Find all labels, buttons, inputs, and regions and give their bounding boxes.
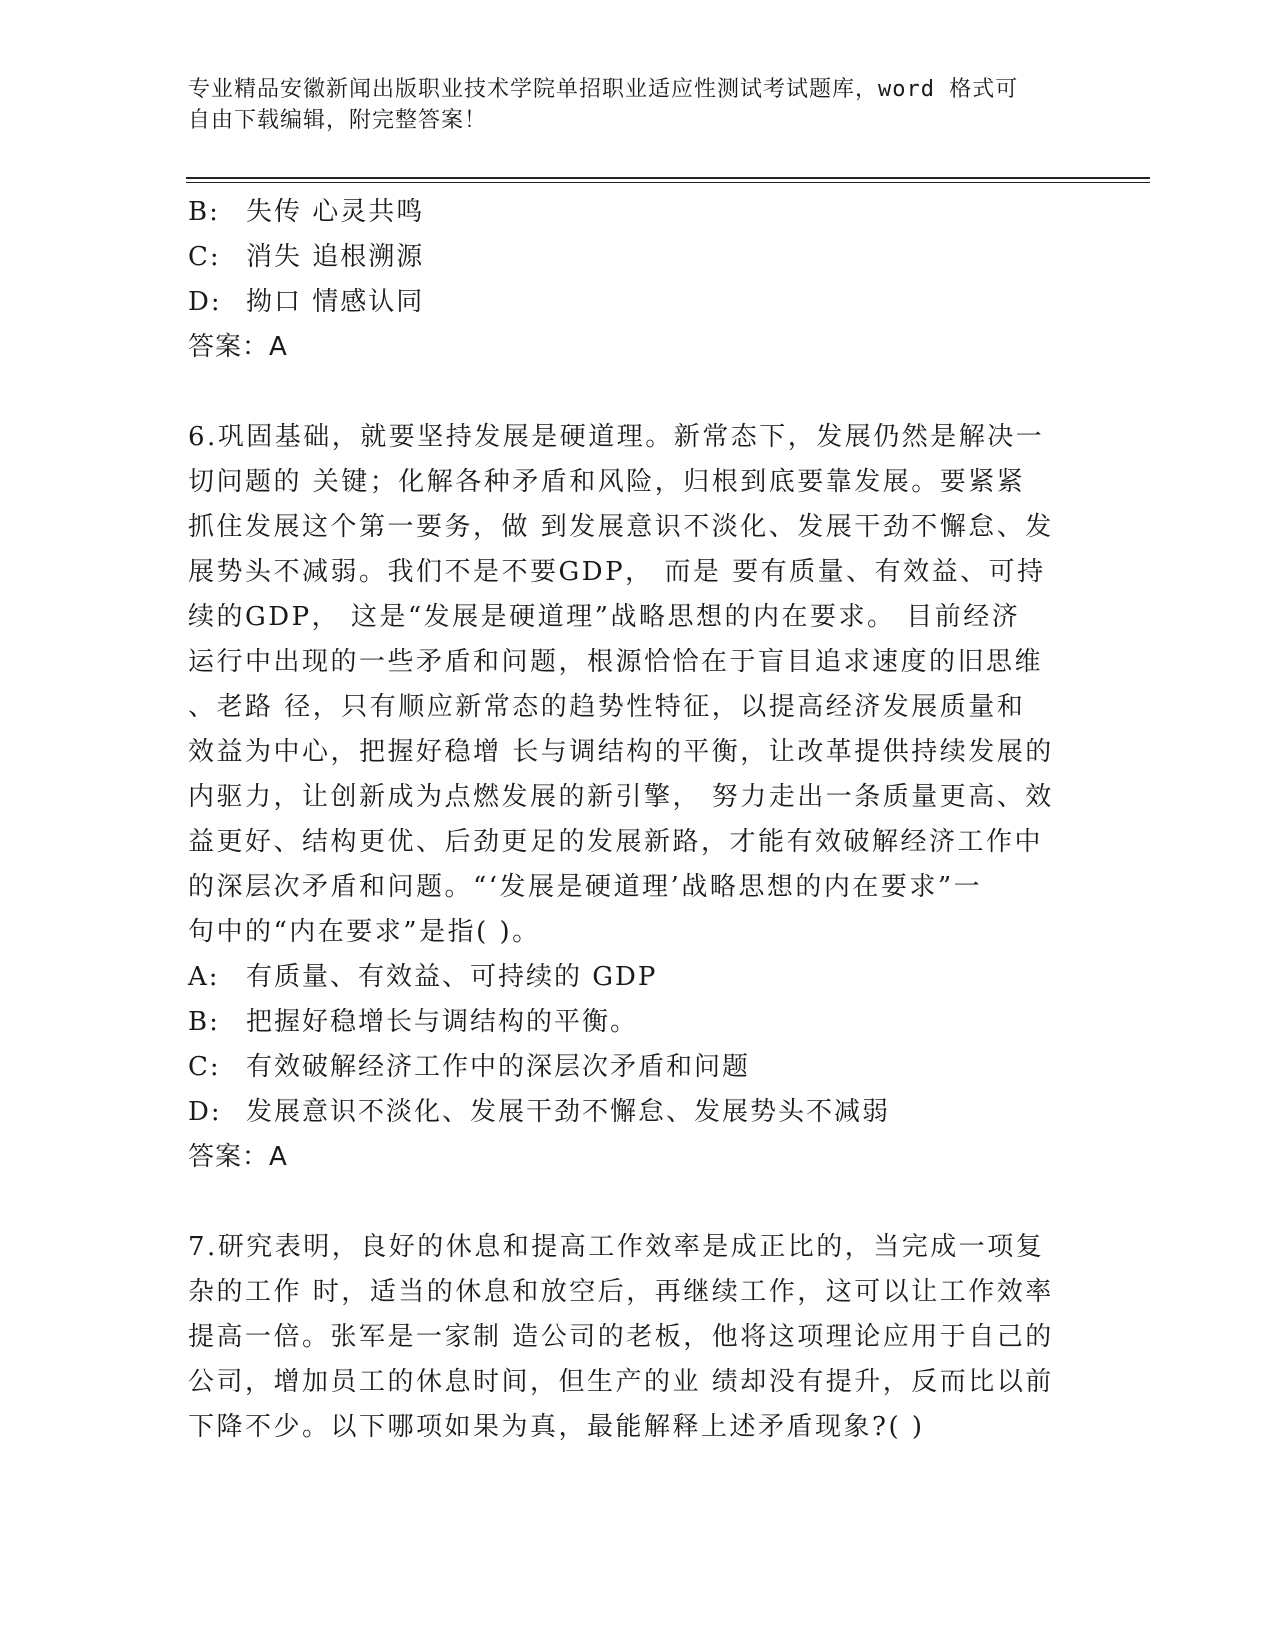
option-c: C: 消失 追根溯源 bbox=[188, 242, 425, 272]
question-line: 下降不少。以下哪项如果为真，最能解释上述矛盾现象?( ) bbox=[188, 1412, 925, 1442]
question-line: 抓住发展这个第一要务，做 到发展意识不淡化、发展干劲不懈怠、发 bbox=[188, 512, 1054, 542]
question-line: 益更好、结构更优、后劲更足的发展新路，才能有效破解经济工作中 bbox=[188, 827, 1044, 857]
answer-label: 答案：A bbox=[188, 1142, 288, 1172]
question-line: 6.巩固基础，就要坚持发展是硬道理。新常态下，发展仍然是解决一 bbox=[188, 422, 1045, 452]
option-d: D: 发展意识不淡化、发展干劲不懈怠、发展势头不减弱 bbox=[188, 1097, 891, 1127]
option-c: C: 有效破解经济工作中的深层次矛盾和问题 bbox=[188, 1052, 751, 1082]
option-b: B: 把握好稳增长与调结构的平衡。 bbox=[188, 1007, 639, 1037]
option-d: D: 拗口 情感认同 bbox=[188, 287, 425, 317]
question-line: 展势头不减弱。我们不是不要GDP， 而是 要有质量、有效益、可持 bbox=[188, 557, 1046, 587]
question-line: 切问题的 关键；化解各种矛盾和风险，归根到底要靠发展。要紧紧 bbox=[188, 467, 1026, 497]
question-line: 内驱力，让创新成为点燃发展的新引擎， 努力走出一条质量更高、效 bbox=[188, 782, 1054, 812]
question-line: 的深层次矛盾和问题。“‘发展是硬道理’战略思想的内在要求”一 bbox=[188, 872, 983, 902]
page-header bbox=[188, 74, 1068, 136]
question-line: 句中的“内在要求”是指( )。 bbox=[188, 917, 541, 947]
header-rule-thin bbox=[186, 182, 1150, 183]
question-line: 公司，增加员工的休息时间，但生产的业 绩却没有提升，反而比以前 bbox=[188, 1367, 1054, 1397]
question-7 bbox=[188, 1225, 1078, 1450]
option-b: B: 失传 心灵共鸣 bbox=[188, 197, 425, 227]
question-line: 效益为中心，把握好稳增 长与调结构的平衡，让改革提供持续发展的 bbox=[188, 737, 1054, 767]
question-line: 杂的工作 时，适当的休息和放空后，再继续工作，这可以让工作效率 bbox=[188, 1277, 1054, 1307]
question-line: 运行中出现的一些矛盾和问题，根源恰恰在于盲目追求速度的旧思维 bbox=[188, 647, 1044, 677]
header-rule-thick bbox=[186, 177, 1150, 179]
question-line: 7.研究表明，良好的休息和提高工作效率是成正比的，当完成一项复 bbox=[188, 1232, 1045, 1262]
question-5-tail bbox=[188, 190, 1078, 370]
document-body bbox=[188, 190, 1078, 1450]
question-line: 续的GDP， 这是“发展是硬道理”战略思想的内在要求。 目前经济 bbox=[188, 602, 1021, 632]
spacer bbox=[188, 370, 1078, 415]
question-line: 提高一倍。张军是一家制 造公司的老板，他将这项理论应用于自己的 bbox=[188, 1322, 1054, 1352]
question-line: 、老路 径，只有顺应新常态的趋势性特征，以提高经济发展质量和 bbox=[188, 692, 1026, 722]
question-6 bbox=[188, 415, 1078, 1180]
header-line-1: 专业精品安徽新闻出版职业技术学院单招职业适应性测试考试题库，word 格式可 bbox=[188, 77, 1019, 102]
spacer bbox=[188, 1180, 1078, 1225]
answer-label: 答案：A bbox=[188, 332, 288, 362]
option-a: A: 有质量、有效益、可持续的 GDP bbox=[188, 962, 658, 992]
header-line-2: 自由下载编辑，附完整答案！ bbox=[188, 108, 488, 133]
